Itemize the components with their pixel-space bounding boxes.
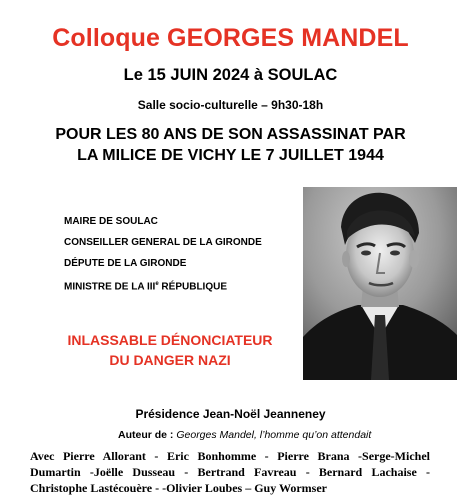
presidency: Présidence Jean-Noël Jeanneney [135, 407, 326, 421]
slogan-line-1: INLASSABLE DÉNONCIATEUR [67, 332, 273, 348]
author-line [118, 429, 371, 441]
role-item: MAIRE DE SOULAC [64, 216, 158, 227]
role-item: DÉPUTE DE LA GIRONDE [64, 258, 187, 269]
author-label: Auteur de : [118, 429, 177, 441]
role-item-superscript: e [155, 281, 159, 287]
colloquium-title: Colloque GEORGES MANDEL [52, 24, 409, 52]
participants-line-3: Christophe Lastécouère - -Olivier Loubes – Guy Wormser [30, 481, 327, 495]
role-item [64, 274, 262, 295]
author-work: Georges Mandel, l’homme qu’on attendait [176, 429, 372, 441]
event-venue: Salle socio-culturelle – 9h30-18h [137, 98, 324, 112]
event-subtitle [0, 124, 461, 166]
participants-line-2: Dumartin -Joëlle Dusseau - Bertrand Favreau - Bernard Lachaise - [30, 465, 430, 479]
event-date: Le 15 JUIN 2024 à SOULAC [123, 66, 338, 84]
slogan [60, 330, 280, 370]
participants-line-1: Avec Pierre Allorant - Eric Bonhomme - Pierre Brana -Serge-Michel [30, 449, 430, 463]
role-item-text-end: RÉPUBLIQUE [158, 281, 227, 293]
slogan-line-2: DU DANGER NAZI [109, 352, 231, 368]
role-item-text: MINISTRE DE LA III [64, 281, 156, 293]
role-item: CONSEILLER GENERAL DE LA GIRONDE [64, 237, 262, 248]
subtitle-line-1: POUR LES 80 ANS DE SON ASSASSINAT PAR [55, 126, 406, 143]
participants-list [30, 448, 430, 496]
subtitle-line-2: LA MILICE DE VICHY LE 7 JUILLET 1944 [77, 147, 384, 164]
roles-list [64, 211, 262, 295]
portrait-photo-icon [303, 187, 457, 380]
